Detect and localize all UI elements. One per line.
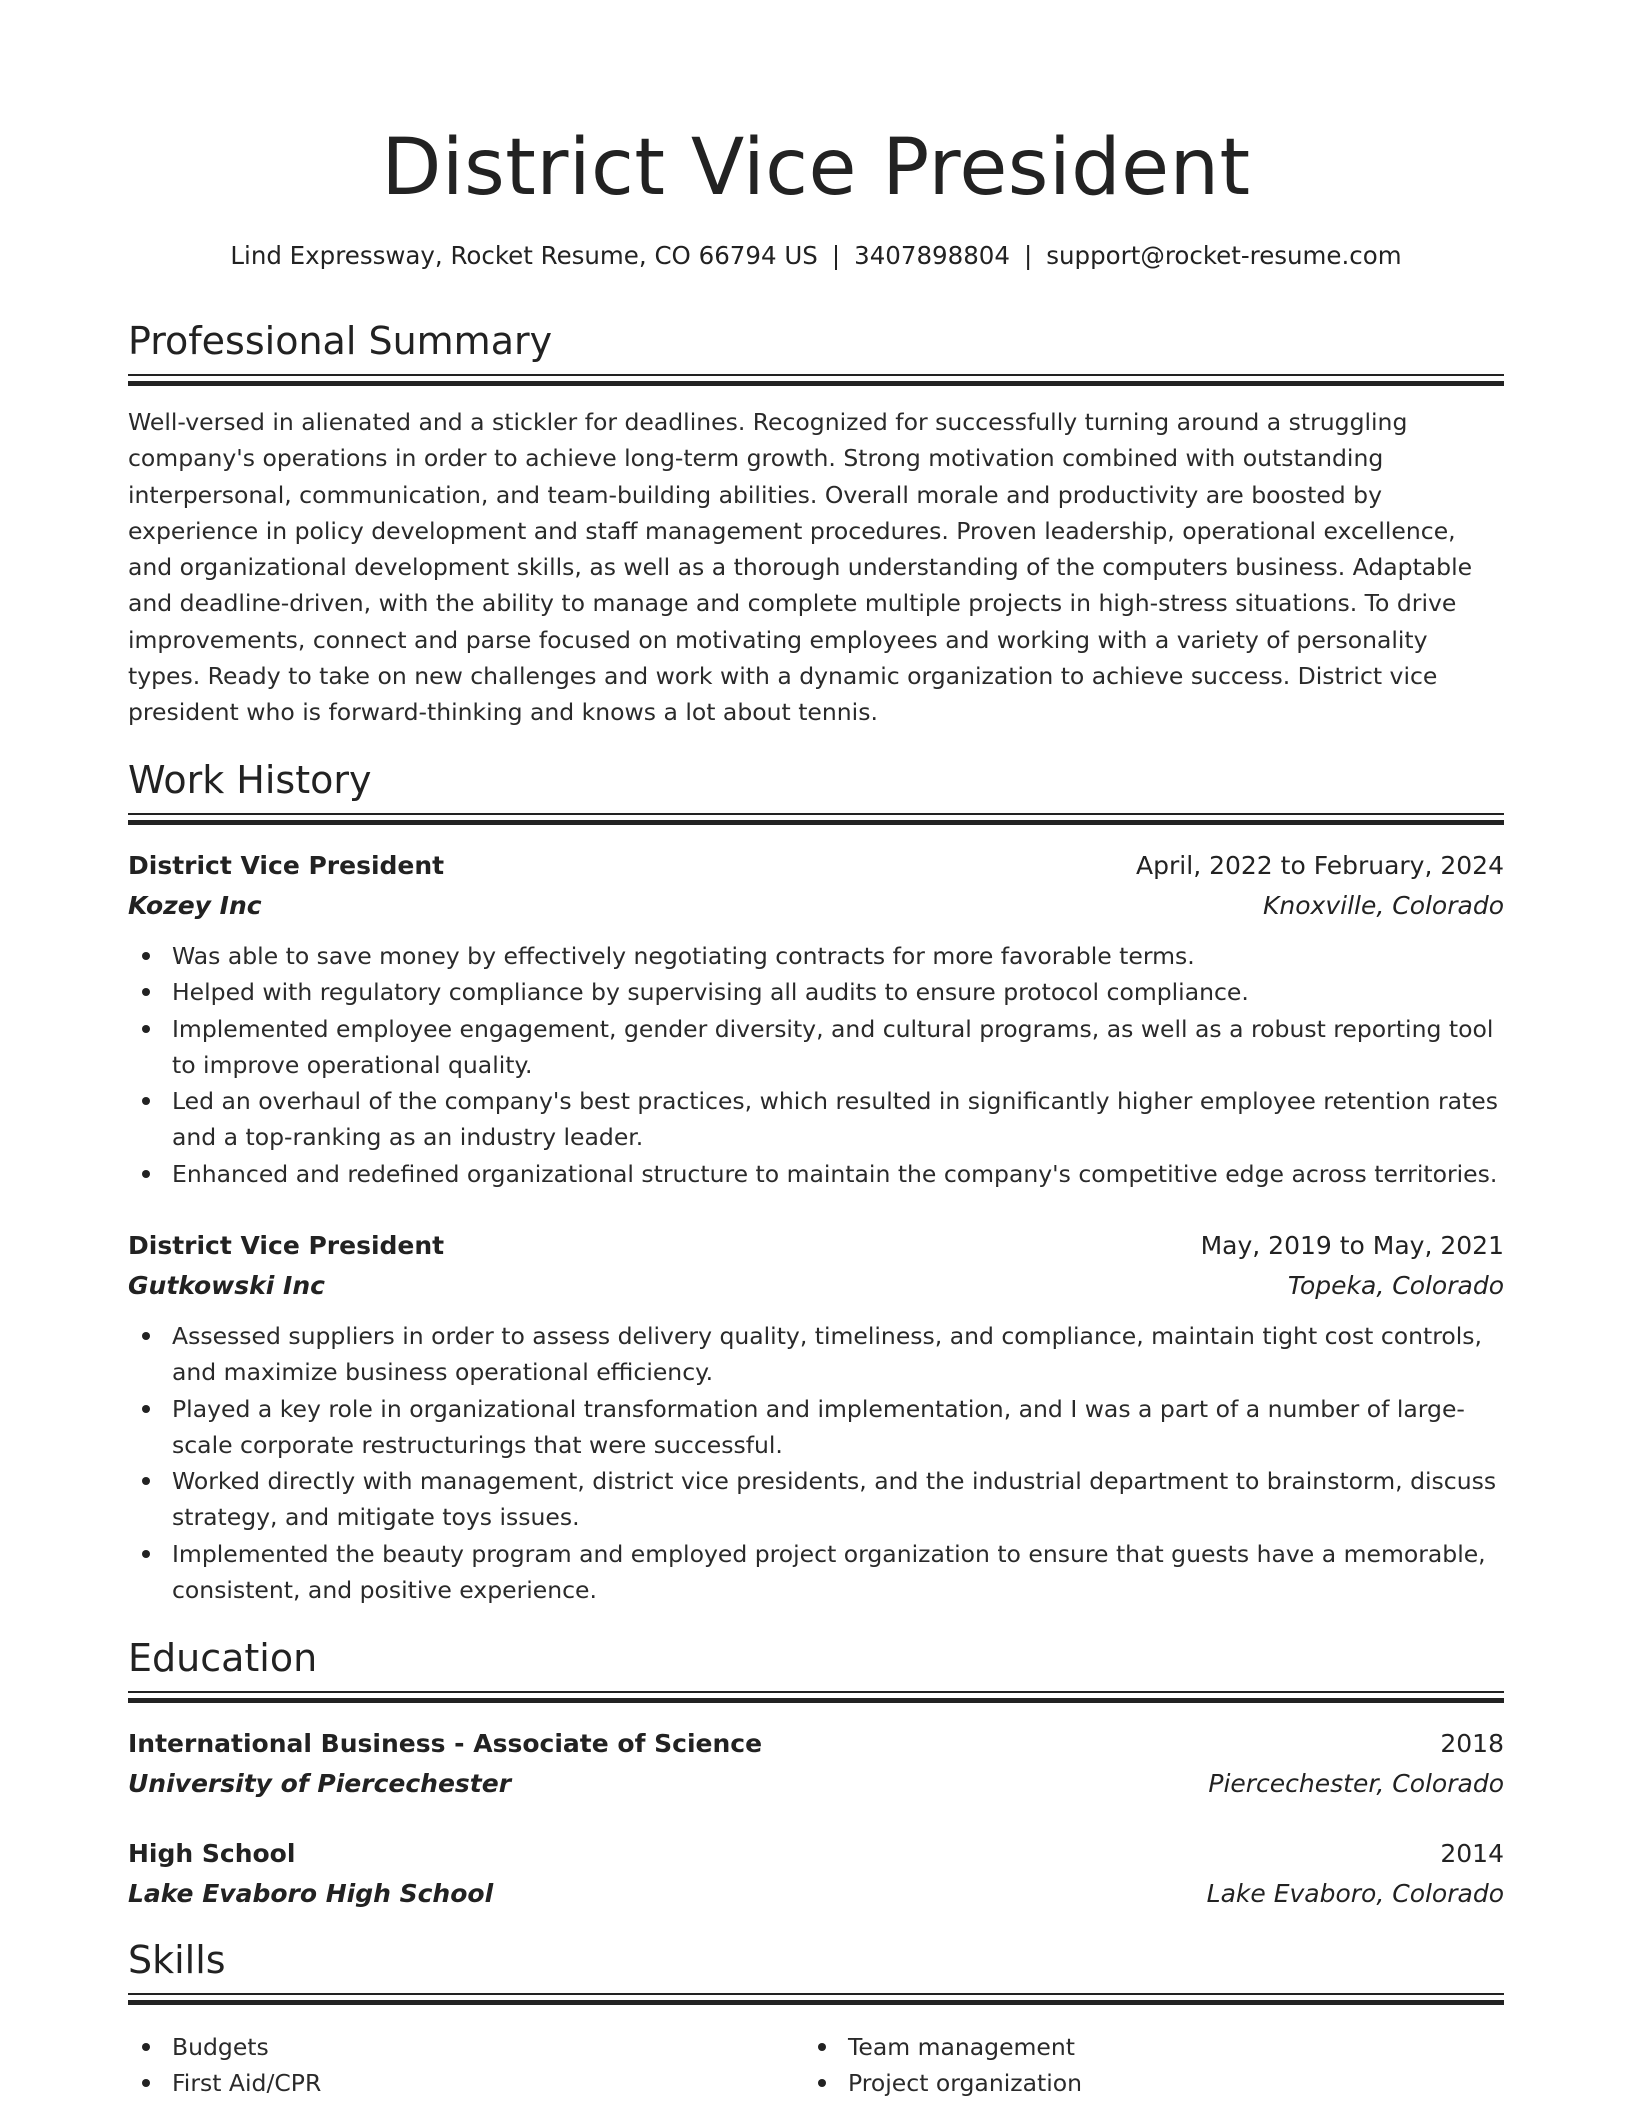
- list-item: Implemented employee engagement, gender diversity, and cultural programs, as well as a robust reporting tool to improve operational quality.: [128, 1011, 1504, 1084]
- job-bullets: [128, 938, 1504, 1192]
- job-role: District Vice President: [128, 1231, 445, 1260]
- contact-line: [128, 236, 1504, 276]
- job-subheader: [128, 886, 1504, 926]
- job-subheader: [128, 1266, 1504, 1306]
- job-header: [128, 846, 1504, 886]
- job-dates: April, 2022 to February, 2024: [1136, 851, 1504, 880]
- list-item: Led an overhaul of the company's best practices, which resulted in significantly higher employee retention rates and a top-ranking as an industry leader.: [128, 1083, 1504, 1156]
- summary-text: Well-versed in alienated and a stickler for deadlines. Recognized for successfully turning around a struggling company's operations in order to achieve long-term growth. Strong motivation combined with outstanding interpersonal, communication, and team-building abilities. Overall morale and productivity are boosted by experience in policy development and staff management procedures. Proven leadership, operational excellence, and organizational development skills, as well as a thorough understanding of the computers business. Adaptable and deadline-driven, with the ability to manage and complete multiple projects in high-stress situations. To drive improvements, connect and parse focused on motivating employees and working with a variety of personality types. Ready to take on new challenges and work with a dynamic organization to achieve success. District vice president who is forward-thinking and knows a lot about tennis.: [128, 408, 1473, 727]
- work-section: [128, 755, 1504, 825]
- section-divider: [128, 813, 1504, 825]
- contact-separator: |: [1024, 241, 1033, 270]
- job-entry: [128, 846, 1504, 1192]
- job-location: Topeka, Colorado: [1287, 1271, 1504, 1300]
- education-subheader: [128, 1764, 1504, 1804]
- job-header: [128, 1226, 1504, 1266]
- job-company: Kozey Inc: [128, 891, 262, 920]
- education-header: [128, 1834, 1504, 1874]
- section-divider: [128, 1691, 1504, 1703]
- job-dates: May, 2019 to May, 2021: [1200, 1231, 1504, 1260]
- section-title-summary: Professional Summary: [128, 319, 553, 363]
- education-header: [128, 1724, 1504, 1764]
- education-year: 2018: [1440, 1729, 1504, 1758]
- education-degree: High School: [128, 1839, 296, 1868]
- list-item: Assessed suppliers in order to assess delivery quality, timeliness, and compliance, maintain tight cost controls, and maximize business operational efficiency.: [128, 1318, 1504, 1391]
- summary-section: [128, 316, 1504, 386]
- education-school: Lake Evaboro High School: [128, 1879, 494, 1908]
- education-subheader: [128, 1874, 1504, 1914]
- education-entry: [128, 1834, 1504, 1914]
- education-degree: International Business - Associate of Science: [128, 1729, 763, 1758]
- list-item: Worked directly with management, district vice presidents, and the industrial department to brainstorm, discuss strategy, and mitigate toys issues.: [128, 1463, 1504, 1536]
- section-title-education: Education: [128, 1636, 318, 1680]
- section-title-skills: Skills: [128, 1938, 226, 1982]
- skills-list: [128, 2029, 1504, 2102]
- list-item: Helped with regulatory compliance by supervising all audits to ensure protocol compliance.: [128, 974, 1504, 1010]
- section-divider: [128, 1993, 1504, 2005]
- job-entry: [128, 1226, 1504, 1608]
- list-item: Team management: [804, 2029, 1480, 2065]
- contact-address: Lind Expressway, Rocket Resume, CO 66794 US: [230, 241, 818, 270]
- education-school: University of Piercechester: [128, 1769, 512, 1798]
- list-item: First Aid/CPR: [128, 2065, 804, 2101]
- contact-phone: 3407898804: [854, 241, 1010, 270]
- skills-section: [128, 1935, 1504, 2005]
- list-item: Played a key role in organizational transformation and implementation, and I was a part of a number of large-scale corporate restructurings that were successful.: [128, 1391, 1504, 1464]
- job-bullets: [128, 1318, 1504, 1608]
- section-title-work: Work History: [128, 758, 372, 802]
- list-item: Budgets: [128, 2029, 804, 2065]
- section-divider: [128, 374, 1504, 386]
- education-section: [128, 1633, 1504, 1703]
- list-item: Enhanced and redefined organizational structure to maintain the company's competitive edge across territories.: [128, 1156, 1504, 1192]
- candidate-name: District Vice President: [381, 123, 1251, 213]
- education-location: Lake Evaboro, Colorado: [1206, 1879, 1504, 1908]
- job-location: Knoxville, Colorado: [1263, 891, 1504, 920]
- list-item: Project organization: [804, 2065, 1480, 2101]
- job-role: District Vice President: [128, 851, 445, 880]
- education-entry: [128, 1724, 1504, 1804]
- skills-column-right: [804, 2029, 1480, 2102]
- job-company: Gutkowski Inc: [128, 1271, 325, 1300]
- contact-separator: |: [831, 241, 841, 270]
- list-item: Implemented the beauty program and employed project organization to ensure that guests have a memorable, consistent, and positive experience.: [128, 1536, 1504, 1609]
- contact-email: support@rocket-resume.com: [1046, 241, 1402, 270]
- education-year: 2014: [1440, 1839, 1504, 1868]
- skills-column-left: [128, 2029, 804, 2102]
- list-item: Was able to save money by effectively negotiating contracts for more favorable terms.: [128, 938, 1504, 974]
- education-location: Piercechester, Colorado: [1208, 1769, 1504, 1798]
